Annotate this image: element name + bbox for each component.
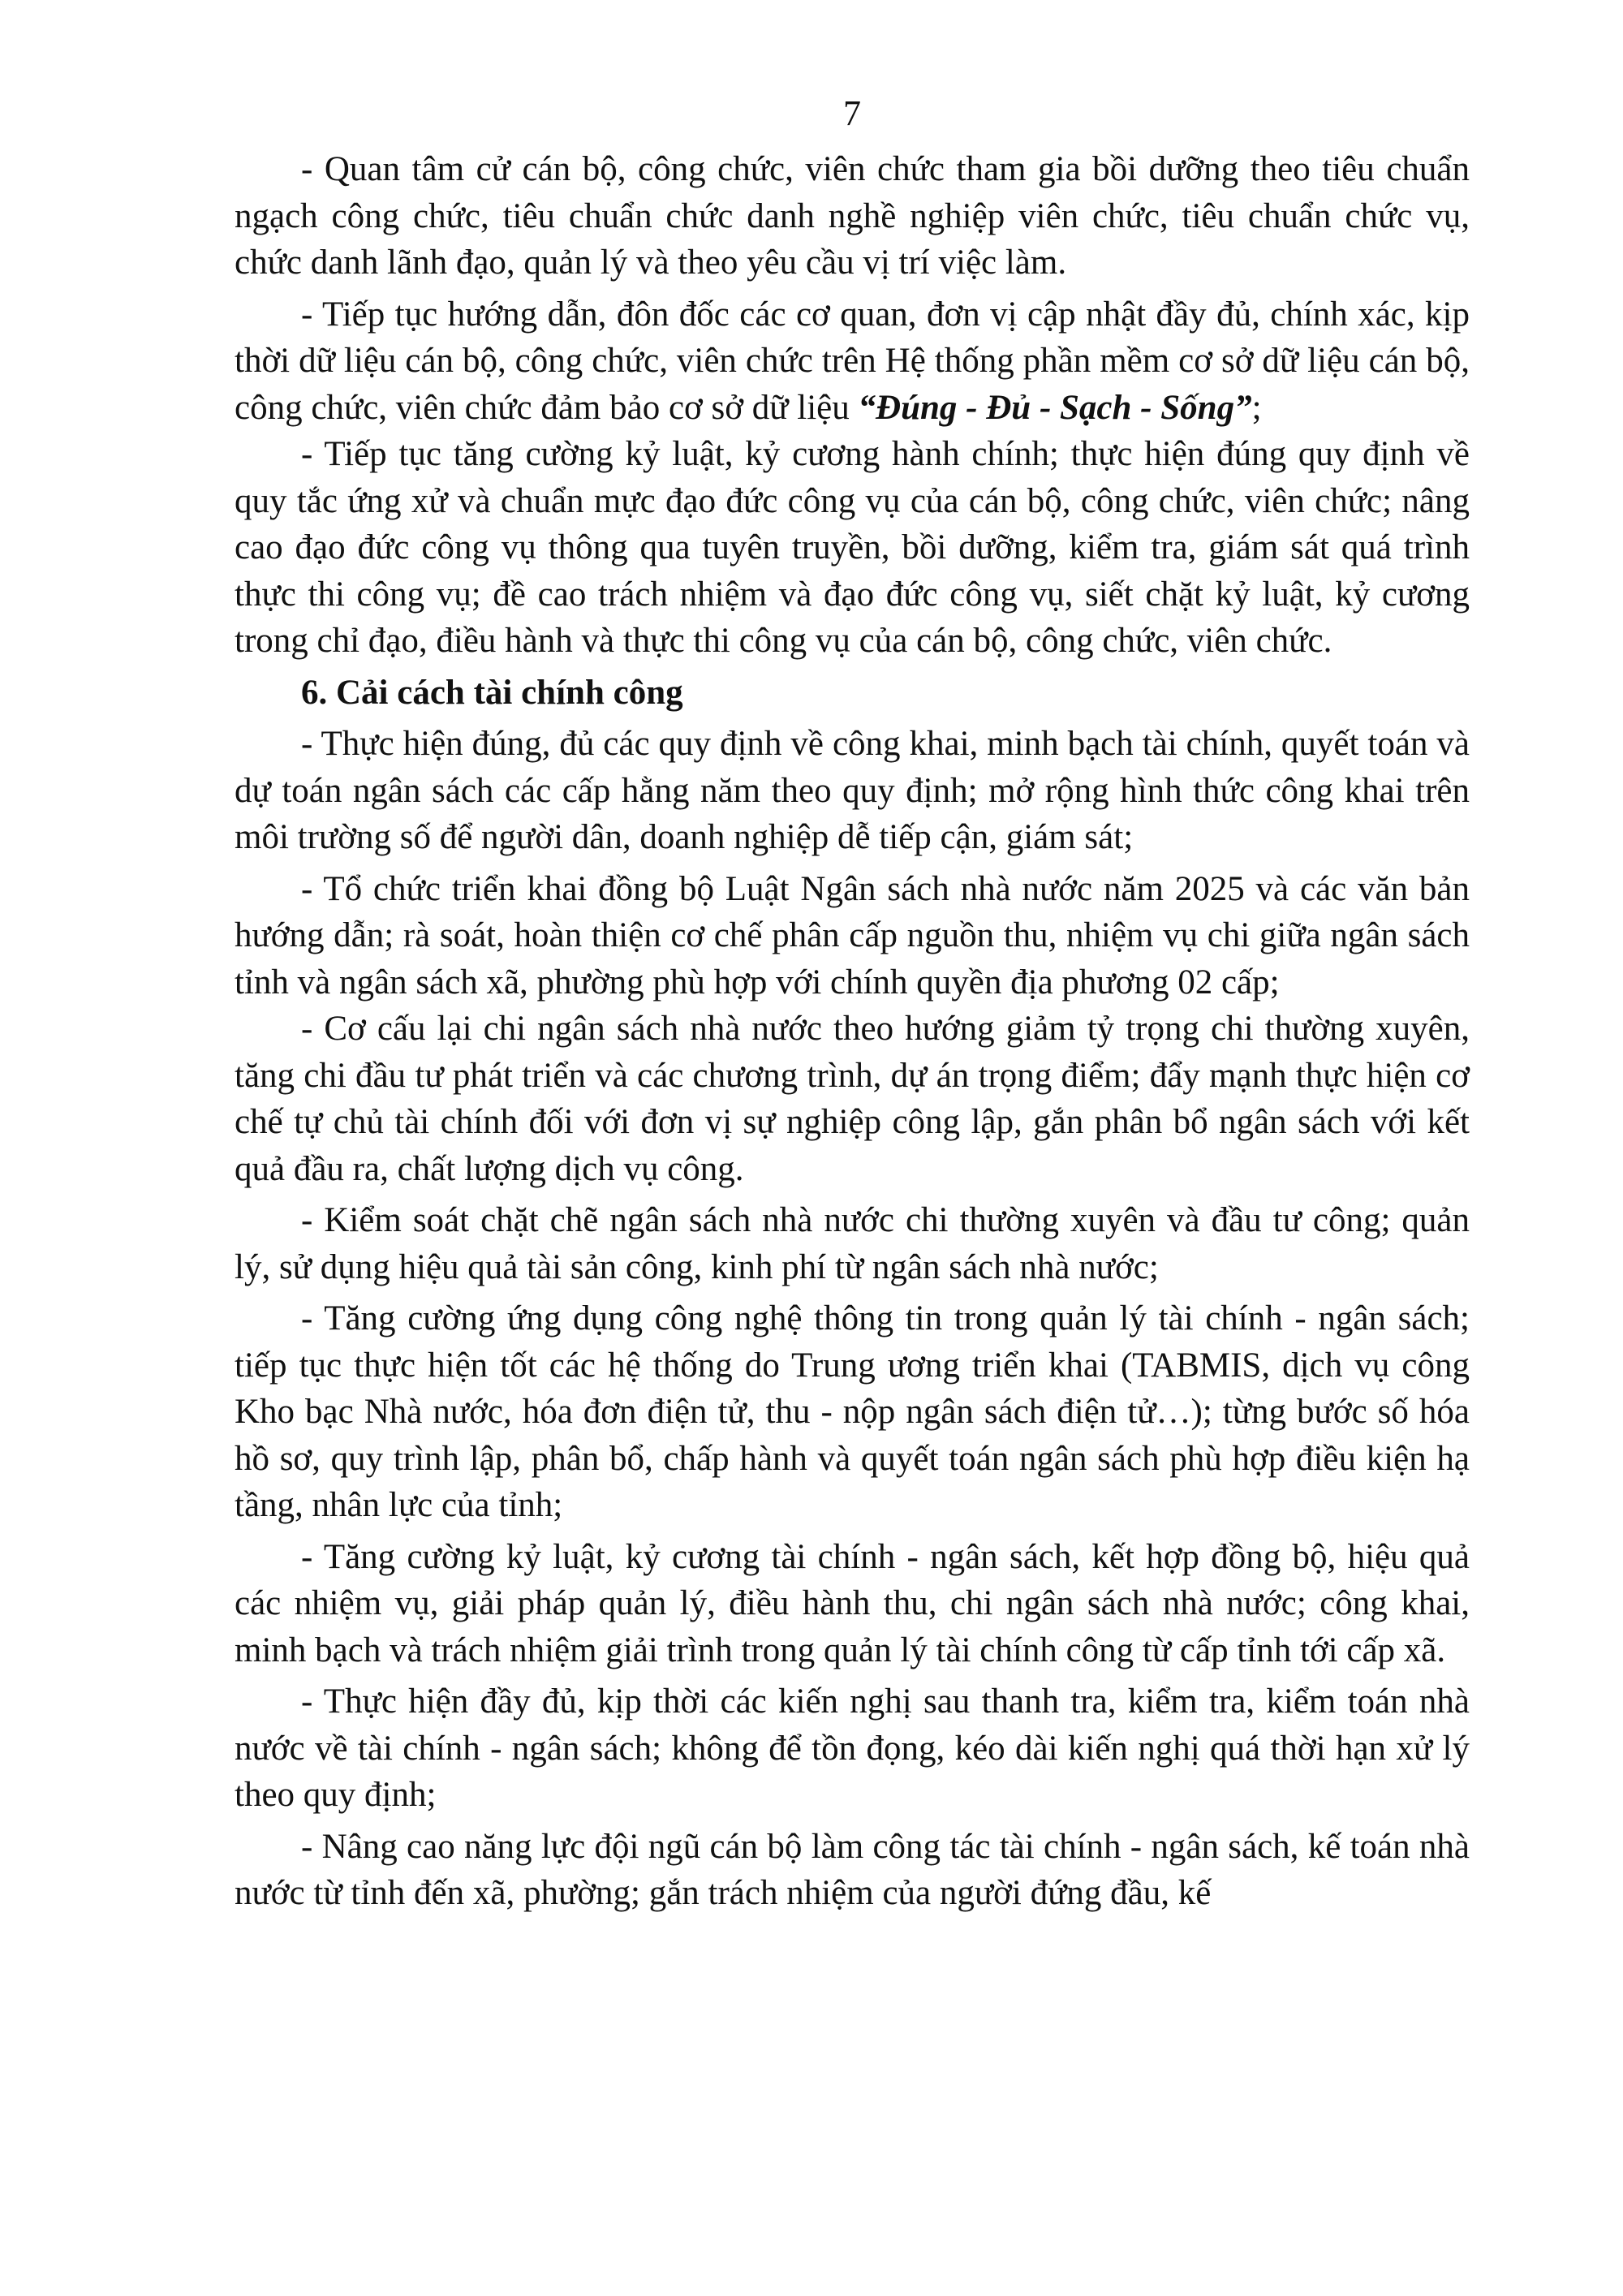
paragraph-finance-5: - Tăng cường ứng dụng công nghệ thông tin trong quản lý tài chính - ngân sách; tiếp tục thực hiện tốt các hệ thống do Trung ương triển khai (TABMIS, dịch vụ công Kho bạc Nhà nước, hóa đơn điện tử, thu - nộp ngân sách điện tử…); từng bước số hóa hồ sơ, quy trình lập, phân bổ, chấp hành và quyết toán ngân sách phù hợp điều kiện hạ tầng, nhân lực của tỉnh; <box>235 1299 1470 1524</box>
document-page <box>235 89 1470 1917</box>
paragraph-finance-6: - Tăng cường kỷ luật, kỷ cương tài chính - ngân sách, kết hợp đồng bộ, hiệu quả các nhiệm vụ, giải pháp quản lý, điều hành thu, chi ngân sách nhà nước; công khai, minh bạch và trách nhiệm giải trình trong quản lý tài chính công từ cấp tỉnh tới cấp xã. <box>235 1537 1470 1669</box>
data-slogan: “Đúng - Đủ - Sạch - Sống” <box>858 388 1252 427</box>
paragraph-training: - Quan tâm cử cán bộ, công chức, viên chức tham gia bồi dưỡng theo tiêu chuẩn ngạch công chức, tiêu chuẩn chức danh nghề nghiệp viên chức, tiêu chuẩn chức vụ, chức danh lãnh đạo, quản lý và theo yêu cầu vị trí việc làm. <box>235 150 1470 282</box>
paragraph-data-update-tail: ; <box>1251 388 1262 427</box>
paragraph-finance-1: - Thực hiện đúng, đủ các quy định về công khai, minh bạch tài chính, quyết toán và dự toán ngân sách các cấp hằng năm theo quy định; mở rộng hình thức công khai trên môi trường số để người dân, doanh nghiệp dễ tiếp cận, giám sát; <box>235 725 1470 856</box>
paragraph-finance-3: - Cơ cấu lại chi ngân sách nhà nước theo hướng giảm tỷ trọng chi thường xuyên, tăng chi đầu tư phát triển và các chương trình, dự án trọng điểm; đẩy mạnh thực hiện cơ chế tự chủ tài chính đối với đơn vị sự nghiệp công lập, gắn phân bổ ngân sách với kết quả đầu ra, chất lượng dịch vụ công. <box>235 1010 1470 1188</box>
paragraph-data-update-text: - Tiếp tục hướng dẫn, đôn đốc các cơ quan, đơn vị cập nhật đầy đủ, chính xác, kịp thời dữ liệu cán bộ, công chức, viên chức trên Hệ thống phần mềm cơ sở dữ liệu cán bộ, công chức, viên chức đảm bảo cơ sở dữ liệu <box>235 295 1470 427</box>
paragraph-finance-7: - Thực hiện đầy đủ, kịp thời các kiến nghị sau thanh tra, kiểm tra, kiểm toán nhà nước về tài chính - ngân sách; không để tồn đọng, kéo dài kiến nghị quá thời hạn xử lý theo quy định; <box>235 1682 1470 1814</box>
paragraph-data-update <box>235 291 1470 432</box>
paragraph-finance-2: - Tổ chức triển khai đồng bộ Luật Ngân sách nhà nước năm 2025 và các văn bản hướng dẫn; rà soát, hoàn thiện cơ chế phân cấp nguồn thu, nhiệm vụ chi giữa ngân sách tỉnh và ngân sách xã, phường phù hợp với chính quyền địa phương 02 cấp; <box>235 869 1470 1002</box>
paragraph-discipline: - Tiếp tục tăng cường kỷ luật, kỷ cương hành chính; thực hiện đúng quy định về quy tắc ứng xử và chuẩn mực đạo đức công vụ của cán bộ, công chức, viên chức; nâng cao đạo đức công vụ thông qua tuyên truyền, bồi dưỡng, kiểm tra, giám sát quá trình thực thi công vụ; đề cao trách nhiệm và đạo đức công vụ, siết chặt kỷ luật, kỷ cương trong chỉ đạo, điều hành và thực thi công vụ của cán bộ, công chức, viên chức. <box>235 435 1470 660</box>
page-number: 7 <box>843 93 861 133</box>
section-heading: 6. Cải cách tài chính công <box>301 673 683 712</box>
paragraph-finance-8: - Nâng cao năng lực đội ngũ cán bộ làm công tác tài chính - ngân sách, kế toán nhà nước từ tỉnh đến xã, phường; gắn trách nhiệm của người đứng đầu, kế <box>235 1827 1470 1912</box>
paragraph-finance-4: - Kiểm soát chặt chẽ ngân sách nhà nước chi thường xuyên và đầu tư công; quản lý, sử dụng hiệu quả tài sản công, kinh phí từ ngân sách nhà nước; <box>235 1201 1470 1286</box>
